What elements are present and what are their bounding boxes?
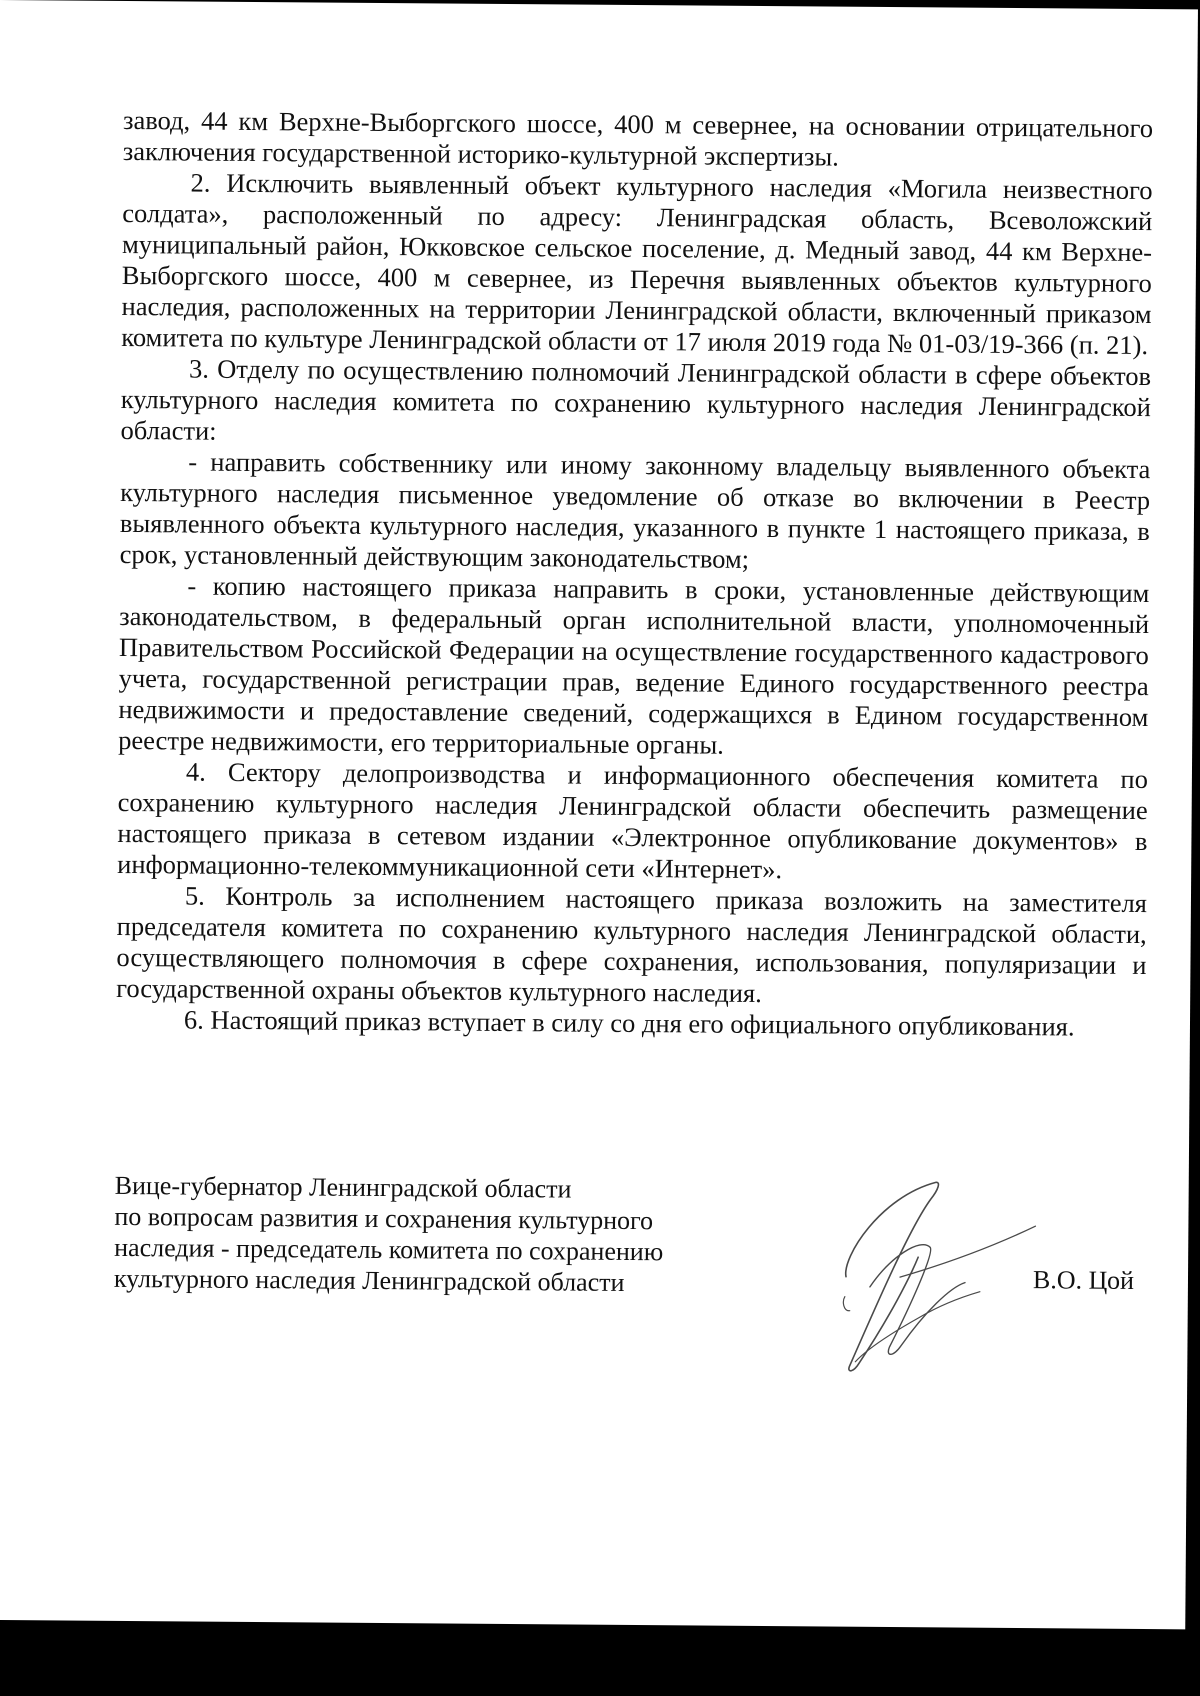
paragraph-item-3-subitem-1: - направить собственнику или иному законному владельцу выявленного объекта культурного наследия письменное уведомление об отказе во включении в Реестр выявленного объекта культурного наследия, указанного в пункте 1 настоящего приказа, в срок, установленный действующим законодательством;	[119, 446, 1151, 574]
document-body	[116, 105, 1153, 1043]
signatory-title-line: культурного наследия Ленинградской области	[113, 1263, 625, 1297]
signatory-title-line: наследия - председатель комитета по сохранению	[114, 1232, 664, 1267]
paragraph-item-5: 5. Контроль за исполнением настоящего приказа возложить на заместителя председателя комитета по сохранению культурного наследия Ленинградской области, осуществляющего полномочия в сфере сохранения, использования, популяризации и государственной охраны объектов культурного наследия.	[116, 880, 1148, 1009]
handwritten-signature	[829, 1177, 1051, 1389]
paragraph-item-3: 3. Отделу по осуществлению полномочий Ленинградской области в сфере объектов культурного наследия комитета по сохранению культурного наследия Ленинградской области:	[120, 353, 1152, 446]
paragraph-item-6: 6. Настоящий приказ вступает в силу со дня его официального опубликования.	[183, 1004, 1075, 1042]
signatory-title-line: Вице-губернатор Ленинградской области	[114, 1170, 572, 1204]
paragraph-item-3-subitem-2: - копию настоящего приказа направить в сроки, установленные действующим законодательством, в федеральный орган исполнительной власти, уполномоченный Правительством Российской Федерации на осуществление государственного кадастрового учета, государственной регистрации прав, ведение Единого государственного реестра недвижимости и предоставление сведений, содержащихся в Едином государственном реестре недвижимости, его территориальные органы.	[118, 570, 1150, 760]
signatory-name: В.О. Цой	[1032, 1265, 1135, 1295]
paragraph-item-2: 2. Исключить выявленный объект культурного наследия «Могила неизвестного солдата», расположенный по адресу: Ленинградская область, Всеволожский муниципальный район, Юкковское сельское поселение, д. Медный завод, 44 км Верхне-Выборгского шоссе, 400 м севернее, из Перечня выявленных объектов культурного наследия, расположенных на территории Ленинградской области, включенный приказом комитета по культуре Ленинградской области от 17 июля 2019 года № 01-03/19-366 (п. 21).	[121, 167, 1153, 361]
paragraph-item-4: 4. Сектору делопроизводства и информационного обеспечения комитета по сохранению культурного наследия Ленинградской области обеспечить размещение настоящего приказа в сетевом издании «Электронное опубликование документов» в информационно-телекоммуникационной сети «Интернет».	[117, 756, 1149, 885]
signatory-title-line: по вопросам развития и сохранения культурного	[114, 1201, 654, 1236]
paragraph-continuation: завод, 44 км Верхне-Выборгского шоссе, 400 м севернее, на основании отрицательного заключения государственной историко-культурной экспертизы.	[122, 104, 1154, 172]
signatory-title	[114, 1170, 735, 1299]
